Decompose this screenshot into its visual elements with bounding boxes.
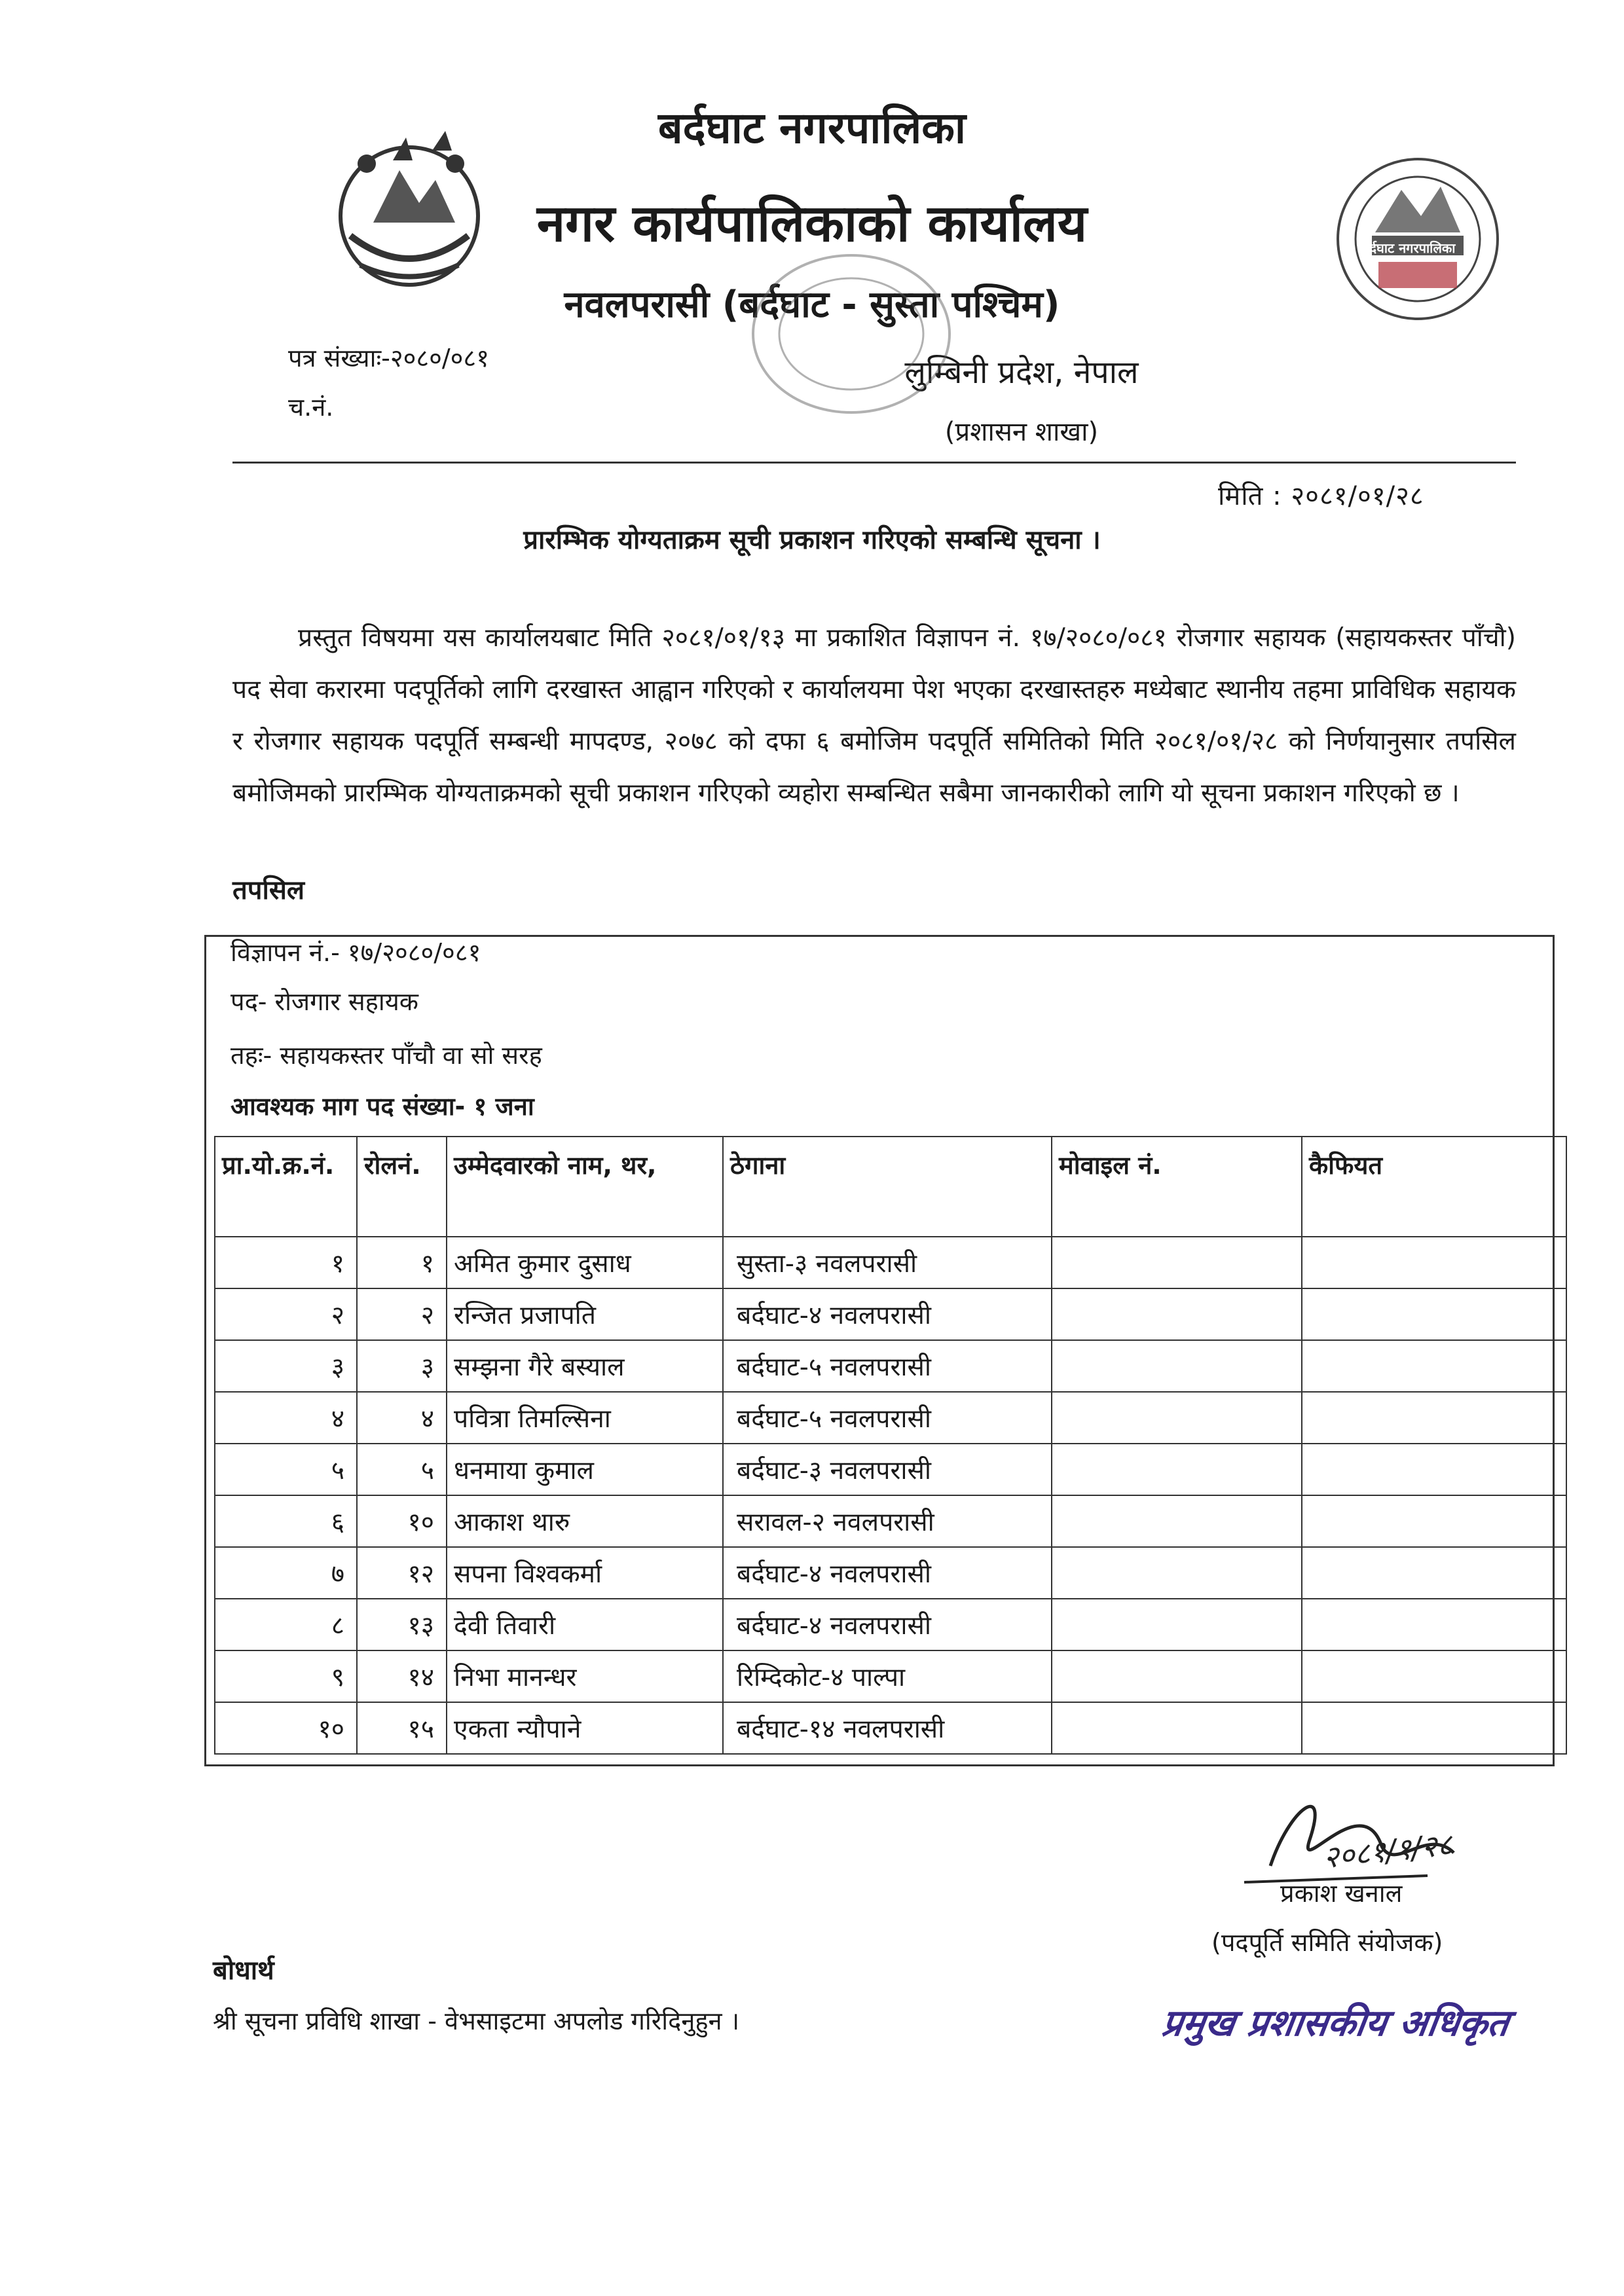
cell-rank: ७ (215, 1547, 357, 1599)
cell-name: एकता न्यौपाने (447, 1702, 723, 1754)
cell-roll: ४ (357, 1392, 447, 1444)
cc-line: श्री सूचना प्रविधि शाखा - वेभसाइटमा अपलोड गरिदिनुहुन । (213, 2007, 740, 2035)
col-name: उम्मेदवारको नाम, थर, (447, 1137, 723, 1237)
cell-address: रिम्दिकोट-४ पाल्पा (723, 1650, 1052, 1702)
cell-rank: ५ (215, 1444, 357, 1495)
table-row (215, 1288, 1566, 1340)
table-row (215, 1340, 1566, 1392)
cell-remarks (1302, 1650, 1566, 1702)
table-row (215, 1599, 1566, 1650)
cell-roll: १ (357, 1237, 447, 1288)
cell-remarks (1302, 1237, 1566, 1288)
cell-roll: २ (357, 1288, 447, 1340)
table-row (215, 1702, 1566, 1754)
cell-roll: १३ (357, 1599, 447, 1650)
notice-subject: प्रारम्भिक योग्यताक्रम सूची प्रकाशन गरिएको सम्बन्धि सूचना । (523, 525, 1101, 555)
table-row (215, 1392, 1566, 1444)
cell-mobile (1052, 1288, 1302, 1340)
branch-line: (प्रशासन शाखा) (944, 417, 1099, 447)
attention-label: बोधार्थ (213, 1956, 274, 1986)
cell-name: सम्झना गैरे बस्याल (447, 1340, 723, 1392)
notice-date: मिति : २०८१/०१/२८ (1218, 481, 1424, 511)
municipality-logo-text: बर्दघाट नगरपालिका (1362, 240, 1456, 256)
cell-rank: १० (215, 1702, 357, 1754)
cell-name: रन्जित प्रजापति (447, 1288, 723, 1340)
cell-remarks (1302, 1392, 1566, 1444)
table-row (215, 1495, 1566, 1547)
cell-roll: १४ (357, 1650, 447, 1702)
cell-mobile (1052, 1547, 1302, 1599)
cell-address: सुस्ता-३ नवलपरासी (723, 1237, 1052, 1288)
col-rank: प्रा.यो.क्र.नं. (215, 1137, 357, 1237)
signatory-name: प्रकाश खनाल (1280, 1879, 1403, 1908)
cell-roll: ३ (357, 1340, 447, 1392)
cell-roll: १५ (357, 1702, 447, 1754)
cell-address: बर्दघाट-५ नवलपरासी (723, 1340, 1052, 1392)
cell-name: सपना विश्वकर्मा (447, 1547, 723, 1599)
cell-name: देवी तिवारी (447, 1599, 723, 1650)
col-remarks: कैफियत (1302, 1137, 1566, 1237)
cell-rank: ८ (215, 1599, 357, 1650)
table-header-row (215, 1137, 1566, 1237)
cell-address: बर्दघाट-१४ नवलपरासी (723, 1702, 1052, 1754)
signature-mark (1231, 1768, 1506, 1892)
cell-address: बर्दघाट-४ नवलपरासी (723, 1288, 1052, 1340)
cco-stamp: प्रमुख प्रशासकीय अधिकृत (1159, 2002, 1512, 2045)
cell-mobile (1052, 1392, 1302, 1444)
col-mobile: मोवाइल नं. (1052, 1137, 1302, 1237)
cell-rank: ६ (215, 1495, 357, 1547)
cell-mobile (1052, 1495, 1302, 1547)
cell-remarks (1302, 1288, 1566, 1340)
cell-mobile (1052, 1444, 1302, 1495)
table-row (215, 1444, 1566, 1495)
signature-date: २०८१/१/२८ (1321, 1826, 1454, 1876)
cell-roll: ५ (357, 1444, 447, 1495)
table-row (215, 1547, 1566, 1599)
cell-remarks (1302, 1702, 1566, 1754)
cell-rank: ४ (215, 1392, 357, 1444)
cell-remarks (1302, 1340, 1566, 1392)
office-location: नवलपरासी (बर्दघाट - सुस्ता पश्चिम) (564, 283, 1060, 326)
cell-roll: १० (357, 1495, 447, 1547)
cell-rank: ३ (215, 1340, 357, 1392)
cell-address: बर्दघाट-४ नवलपरासी (723, 1599, 1052, 1650)
cell-remarks (1302, 1547, 1566, 1599)
table-row (215, 1650, 1566, 1702)
cell-name: आकाश थारु (447, 1495, 723, 1547)
office-stamp-icon (747, 249, 956, 419)
col-roll: रोलनं. (357, 1137, 447, 1237)
municipality-name: बर्दघाट नगरपालिका (657, 103, 967, 153)
cell-mobile (1052, 1340, 1302, 1392)
header-divider (232, 462, 1516, 464)
cell-mobile (1052, 1237, 1302, 1288)
merit-list-table (214, 1136, 1567, 1755)
cell-name: पवित्रा तिमल्सिना (447, 1392, 723, 1444)
cell-roll: १२ (357, 1547, 447, 1599)
cell-address: बर्दघाट-४ नवलपरासी (723, 1547, 1052, 1599)
cell-address: सरावल-२ नवलपरासी (723, 1495, 1052, 1547)
cell-mobile (1052, 1702, 1302, 1754)
cell-rank: १ (215, 1237, 357, 1288)
col-address: ठेगाना (723, 1137, 1052, 1237)
cell-name: निभा मानन्धर (447, 1650, 723, 1702)
seat-count: आवश्यक माग पद संख्या- १ जना (231, 1092, 534, 1121)
dispatch-number: च.नं. (288, 393, 334, 422)
post-level: तहः- सहायकस्तर पाँचौ वा सो सरह (231, 1041, 542, 1070)
cell-remarks (1302, 1599, 1566, 1650)
cell-remarks (1302, 1495, 1566, 1547)
details-label: तपसिल (232, 875, 305, 905)
ad-number: विज्ञापन नं.- १७/२०८०/०८१ (231, 938, 481, 967)
office-name: नगर कार्यपालिकाको कार्यालय (536, 194, 1088, 253)
province-line: लुम्बिनी प्रदेश, नेपाल (904, 354, 1139, 391)
notice-body: प्रस्तुत विषयमा यस कार्यालयबाट मिति २०८१/०१/१३ मा प्रकाशित विज्ञापन नं. १७/२०८०/०८१ रोजगार सहायक (सहायकस्तर पाँचौ) पद सेवा करारमा पदपूर्तिको लागि दरखास्त आह्वान गरिएको र कार्यालयमा पेश भएका दरखास्तहरु मध्येबाट स्थानीय तहमा प्राविधिक सहायक र रोजगार सहायक पदपूर्ति सम्बन्धी मापदण्ड, २०७८ को दफा ६ बमोजिम पदपूर्ति समितिको मिति २०८१/०१/२८ को निर्णयानुसार तपसिल बमोजिमको प्रारम्भिक योग्यताक्रमको सूची प्रकाशन गरिएको व्यहोरा सम्बन्धित सबैमा जानकारीको लागि यो सूचना प्रकाशन गरिएको छ । (232, 623, 1516, 808)
cell-mobile (1052, 1650, 1302, 1702)
cell-address: बर्दघाट-३ नवलपरासी (723, 1444, 1052, 1495)
cell-rank: ९ (215, 1650, 357, 1702)
letter-number: पत्र संख्याः-२०८०/०८१ (288, 344, 489, 373)
table-row (215, 1237, 1566, 1288)
cell-name: धनमाया कुमाल (447, 1444, 723, 1495)
signatory-title: (पदपूर्ति समिति संयोजक) (1211, 1928, 1443, 1957)
post-name: पद- रोजगार सहायक (231, 987, 418, 1016)
cell-rank: २ (215, 1288, 357, 1340)
cell-address: बर्दघाट-५ नवलपरासी (723, 1392, 1052, 1444)
cell-mobile (1052, 1599, 1302, 1650)
cell-name: अमित कुमार दुसाध (447, 1237, 723, 1288)
cell-remarks (1302, 1444, 1566, 1495)
